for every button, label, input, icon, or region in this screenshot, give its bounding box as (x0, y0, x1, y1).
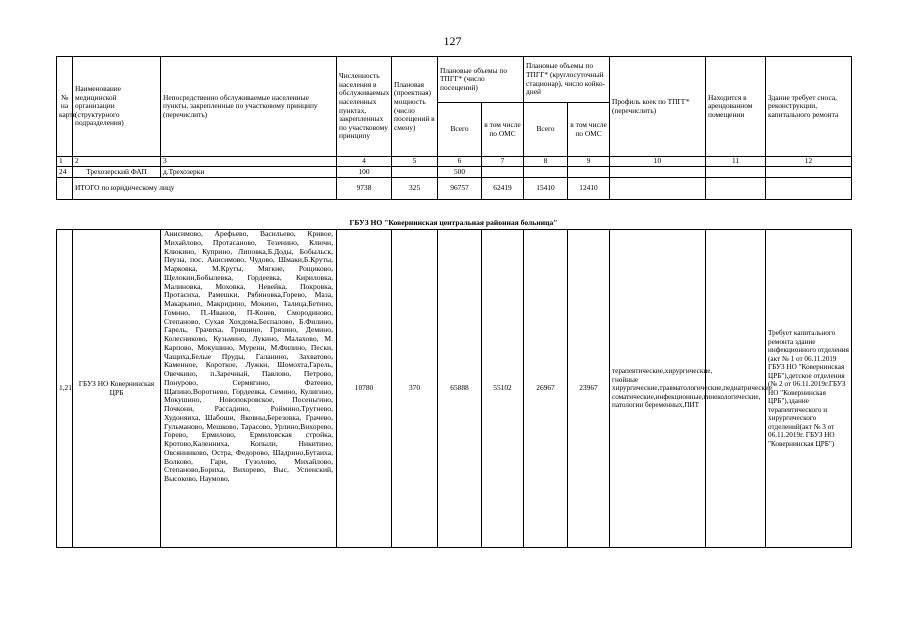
header-capacity: Плановая (проектная) мощность (число посещений в смену) (392, 57, 438, 157)
crb-visits-total: 65888 (438, 230, 482, 548)
fap-capacity (392, 167, 438, 178)
table-row-crb (57, 230, 852, 548)
header-tpgg-beds: Плановые объемы по ТПГГ* (круглосуточный стационар), число койко-дней (524, 57, 610, 103)
crb-visits-oms: 55102 (482, 230, 524, 548)
section-title: ГБУЗ НО "Ковернинская центральная районная больница" (349, 218, 558, 227)
crb-capacity: 370 (392, 230, 438, 548)
header-tpgg-visits: Плановые объемы по ТПГГ* (число посещений) (438, 57, 524, 103)
col-num: 12 (766, 157, 852, 167)
crb-table (56, 229, 852, 548)
crb-org: ГБУЗ НО Ковернинская ЦРБ (73, 230, 161, 548)
col-num: 1 (57, 157, 73, 167)
column-numbers-row (57, 157, 852, 167)
total-capacity: 325 (392, 178, 438, 200)
crb-population: 10780 (337, 230, 392, 548)
summary-table (56, 56, 852, 200)
fap-num: 24 (57, 167, 73, 178)
col-num: 10 (610, 157, 706, 167)
fap-settlements: д.Трехозерки (161, 167, 337, 178)
total-visits-total: 96757 (438, 178, 482, 200)
col-num: 11 (706, 157, 766, 167)
header-beds-total: Всего (524, 103, 568, 157)
header-profile: Профиль коек по ТПГГ* (перечислить) (610, 57, 706, 157)
total-label: ИТОГО по юридическому лицу (73, 178, 337, 200)
header-num: № на карте (57, 57, 73, 157)
crb-num: 1,21 (57, 230, 73, 548)
header-visits-total: Всего (438, 103, 482, 157)
col-num: 3 (161, 157, 337, 167)
total-visits-oms: 62419 (482, 178, 524, 200)
header-building: Здание требует сноса, реконструкции, капитального ремонта (766, 57, 852, 157)
page-number: 127 (443, 34, 462, 48)
header-row (57, 57, 852, 103)
fap-visits-total: 500 (438, 167, 482, 178)
header-settlements: Непосредственно обслуживаемые населенные пункты, закрепленные по участковому принципу (перечислить) (161, 57, 337, 157)
crb-settlements: Анисимово, Арефьево, Васильево, Кривое, Михайлово, Протасаново, Тезенино, Ключи, Клюкино, Куприно, Липовка,Б.Доды, Бобыльск, Пеузы, пос. Анисимово, Чудово, Шмаки,Б.Круты, Марковка, М.Круты, Мягкие, Рощиково, Щелокин,Бобылевка, Гордеевка, Кириловка, Малиновка, Моховка, Невейка, Покровка, Протасиха, Рамешки, Рябиновка,Горево, Маза, Макарьино, Макридино, Мокино, Талица,Бетино, Гомино, П.-Иванов, П-Конев, Смородиново, Степаново, Сухая Хохдома,Беспалово, Б.Филино, Гарель, Грачиха, Гришино, Грязино, Демино, Колесниково, Кузьмино, Лукино, Малахово, М. Карпово, Мокушино, Мурени, М.Филино, Пески, Чащиха,Белые Пруды, Галанино, Захватово, Каменное, Короткое, Лужки, Шомохта,Гарель, Овечкино, п.Заречный, Павлово, Петрово, Понурово, Сермягино, Фатеево, Щапино,Воротнево, Гордеевка, Семино, Кулигино, Мокушино, Новопокровское, Посеньгино, Почкони, Рассадино, Роймино,Трутнево, Худоняиха, Шабоши, Яковны,Березовка, Грачево, Гульманово, Мешково, Тарасово, Урлино,Вихорево, Горево, Ермилово, Ермиловская стройка, Кротово,Каленниха, Копыли, Никитино, Овсянниково, Остра, Федорово, Шадрино,Бутаиха, Волково, Гари, Гузолово, Михайлово, Степаново,Бориха, Вихорево, Выс, Успенский, Высоково, Наумово, (161, 230, 337, 548)
fap-org: Трехозерский ФАП (73, 167, 161, 178)
header-population: Численность населения в обслуживаемых населенных пунктах, закрепленных по участковому принципу (337, 57, 392, 157)
header-rented: Находится в арендованном помещении (706, 57, 766, 157)
total-beds-total: 15410 (524, 178, 568, 200)
crb-beds-oms: 23967 (568, 230, 610, 548)
header-org: Наименование медицинской организации (структурного подразделения) (73, 57, 161, 157)
fap-population: 100 (337, 167, 392, 178)
col-num: 5 (392, 157, 438, 167)
table-row-total (57, 178, 852, 200)
col-num: 6 (438, 157, 482, 167)
header-beds-oms: в том числе по ОМС (568, 103, 610, 157)
total-beds-oms: 12410 (568, 178, 610, 200)
total-population: 9738 (337, 178, 392, 200)
header-visits-oms: в том числе по ОМС (482, 103, 524, 157)
col-num: 2 (73, 157, 161, 167)
col-num: 4 (337, 157, 392, 167)
col-num: 9 (568, 157, 610, 167)
col-num: 7 (482, 157, 524, 167)
table-row-fap (57, 167, 852, 178)
crb-profile: терапевтические,хирургические, гнойные хирургические,травматологические,педиатрические соматические,инфекционные,гинекологические, патологии беременных,ПИТ (610, 230, 706, 548)
col-num: 8 (524, 157, 568, 167)
crb-building: Требует капитального ремонта здание инфекционного отделения (акт № 1 от 06.11.2019 ГБУЗ НО "Ковернинская ЦРБ"),детское отделения (№ 2 от 06.11.2019г.ГБУЗ НО "Ковернинская ЦРБ"),здание терапевтического и хирургического отделений(акт № 3 от 06.11.2019г. ГБУЗ НО "Ковернинская ЦРБ") (766, 230, 852, 548)
crb-beds-total: 26967 (524, 230, 568, 548)
